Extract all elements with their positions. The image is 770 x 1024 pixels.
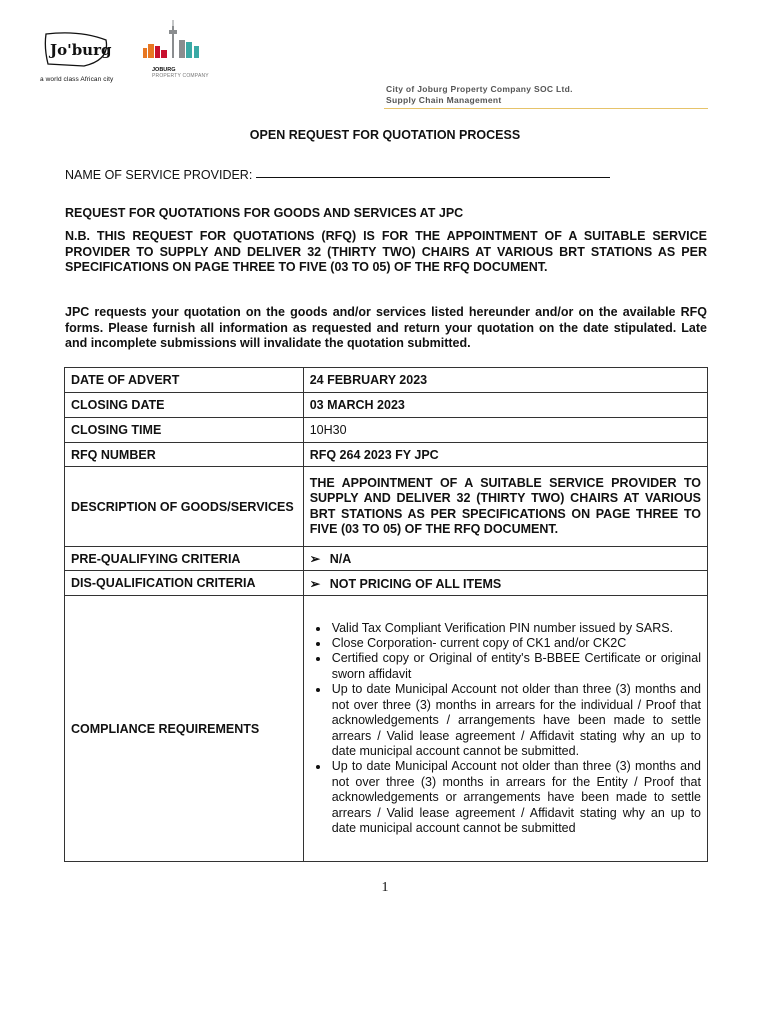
disqualification-label: DIS-QUALIFICATION CRITERIA	[65, 571, 304, 596]
compliance-list	[310, 621, 701, 837]
arrow-bullet-icon: ➢	[309, 552, 321, 566]
jpc-skyline-icon	[140, 18, 210, 62]
disqualification-cell	[303, 571, 707, 596]
rfq-number-label: RFQ NUMBER	[65, 443, 304, 467]
list-item: • Up to date Municipal Account not older than three (3) months and not over three (3) months in arrears for the individual / Proof that acknowledgements / arrangements have been made to settle arrears / Valid lease agreement / Affidavit stating why an up to date municipal account cannot be submitted.	[330, 682, 701, 759]
date-of-advert-value: 24 FEBRUARY 2023	[303, 368, 707, 393]
date-of-advert-label: DATE OF ADVERT	[65, 368, 304, 393]
table-row	[65, 596, 708, 862]
closing-time-label: CLOSING TIME	[65, 418, 304, 443]
jpc-logo-name-line1: JOBURG	[152, 67, 176, 73]
list-item: • Valid Tax Compliant Verification PIN number issued by SARS.	[330, 621, 701, 636]
jpc-logo-name-line2: PROPERTY COMPANY	[152, 73, 209, 79]
table-row	[65, 393, 708, 418]
disqualification-value: NOT PRICING OF ALL ITEMS	[329, 576, 502, 591]
document-title: OPEN REQUEST FOR QUOTATION PROCESS	[249, 128, 521, 142]
prequalifying-label: PRE-QUALIFYING CRITERIA	[65, 547, 304, 571]
compliance-cell	[303, 596, 707, 862]
closing-date-label: CLOSING DATE	[65, 393, 304, 418]
intro-paragraph: JPC requests your quotation on the goods and/or services listed hereunder and/or on the available RFQ forms. Please furnish all information as requested and return your quotation on the date stipulated. Late and incomplete submissions will invalidate the quotation submitted.	[65, 305, 707, 350]
list-item: • Certified copy or Original of entity's B-BBEE Certificate or original sworn affidavit	[330, 651, 701, 682]
list-item: • Up to date Municipal Account not older than three (3) months and not over three (3) months in arrears for the Entity / Proof that acknowledgements or arrangements have been made to settle arrears / Valid lease agreement / Affidavit stating why an up to date municipal account cannot be submitted	[330, 759, 701, 836]
prequalifying-value: N/A	[329, 552, 352, 566]
list-item: • Close Corporation- current copy of CK1 and/or CK2C	[330, 636, 701, 651]
table-row	[65, 547, 708, 571]
table-row	[65, 467, 708, 547]
table-row	[65, 368, 708, 393]
joburg-logo-icon	[40, 30, 112, 68]
closing-time-value: 10H30	[303, 418, 707, 443]
description-value: THE APPOINTMENT OF A SUITABLE SERVICE PROVIDER TO SUPPLY AND DELIVER 32 (THIRTY TWO) CHAIRS AT VARIOUS BRT STATIONS AS PER SPECIFICATIONS ON PAGE THREE TO FIVE (03 TO 05) OF THE RFQ DOCUMENT.	[303, 467, 707, 547]
description-label: DESCRIPTION OF GOODS/SERVICES	[65, 467, 304, 547]
provider-blank-line	[256, 177, 610, 178]
compliance-label: COMPLIANCE REQUIREMENTS	[65, 596, 304, 862]
table-row	[65, 571, 708, 596]
header-rule	[384, 108, 708, 109]
prequalifying-cell	[303, 547, 707, 571]
closing-date-value: 03 MARCH 2023	[303, 393, 707, 418]
jpc-logo	[140, 18, 220, 79]
nb-paragraph: N.B. THIS REQUEST FOR QUOTATIONS (RFQ) IS FOR THE APPOINTMENT OF A SUITABLE SERVICE PROVIDER TO SUPPLY AND DELIVER 32 (THIRTY TWO) CHAIRS AT VARIOUS BRT STATIONS AS PER SPECIFICATIONS ON PAGE THREE TO FIVE (03 TO 05) OF THE RFQ DOCUMENT.	[65, 229, 707, 274]
rfq-details-table	[64, 367, 708, 862]
company-name: City of Joburg Property Company SOC Ltd.	[386, 84, 573, 94]
rfq-heading: REQUEST FOR QUOTATIONS FOR GOODS AND SERVICES AT JPC	[65, 206, 464, 220]
arrow-bullet-icon: ➢	[309, 576, 321, 591]
joburg-tagline: a world class African city	[40, 76, 114, 83]
joburg-logo-text: Jo'burg	[50, 41, 112, 59]
company-department: Supply Chain Management	[386, 95, 502, 105]
page-number: 1	[381, 880, 389, 895]
rfq-number-value: RFQ 264 2023 FY JPC	[303, 443, 707, 467]
table-row	[65, 443, 708, 467]
joburg-logo	[40, 30, 120, 83]
provider-field	[65, 168, 610, 182]
table-row	[65, 418, 708, 443]
provider-label: NAME OF SERVICE PROVIDER:	[65, 168, 253, 182]
company-block	[386, 84, 573, 106]
